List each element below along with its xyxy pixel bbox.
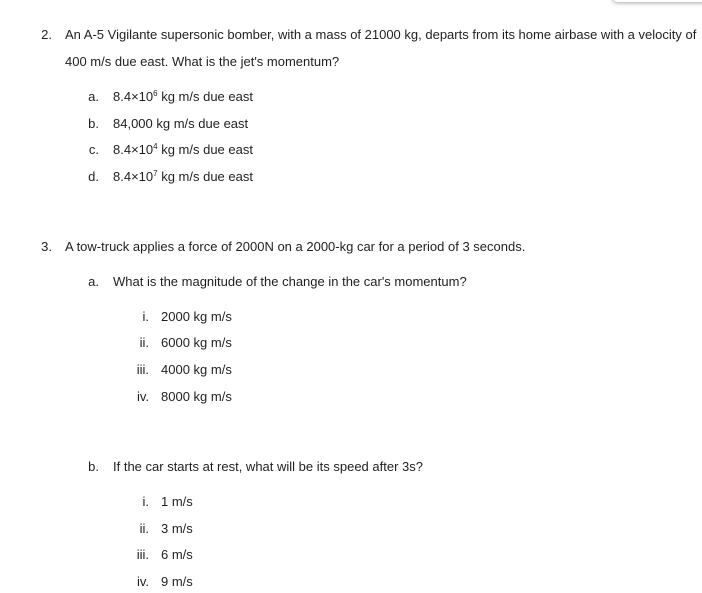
q3-part-a-text: What is the magnitude of the change in the car's momentum? bbox=[113, 274, 467, 289]
window-corner-shadow bbox=[612, 0, 702, 2]
question-2-text-line1: An A-5 Vigilante supersonic bomber, with a mass of 21000 kg, departs from its home airbase with a velocity of bbox=[65, 27, 697, 42]
q2-option-b-marker: b. bbox=[88, 116, 99, 131]
question-3-text: A tow-truck applies a force of 2000N on a 2000-kg car for a period of 3 seconds. bbox=[65, 239, 526, 254]
q3a-option-ii-text: 6000 kg m/s bbox=[161, 335, 232, 350]
q2-option-c-text: $8.4\times 10^4$ kg m/s due east bbox=[113, 142, 253, 157]
q2-option-a-marker: a. bbox=[88, 89, 99, 104]
q3a-option-iii-text: 4000 kg m/s bbox=[161, 362, 232, 377]
q3b-option-iii-text: 6 m/s bbox=[161, 547, 193, 562]
q2-option-c-marker: c. bbox=[88, 142, 99, 157]
q3-part-b-text: If the car starts at rest, what will be its speed after 3s? bbox=[113, 459, 423, 474]
q2-option-a-text: $8.4\times 10^6$ kg m/s due east bbox=[113, 89, 253, 104]
q3b-option-i-marker: i. bbox=[142, 494, 149, 509]
q2-option-b-text: 84,000 kg m/s due east bbox=[113, 116, 249, 131]
q2-option-d-marker: d. bbox=[88, 169, 99, 184]
q3a-option-ii-marker: ii. bbox=[139, 335, 149, 350]
q3-part-b-marker: b. bbox=[88, 459, 99, 474]
q3a-option-i-marker: i. bbox=[142, 309, 149, 324]
q3b-option-iii-marker: iii. bbox=[136, 547, 149, 562]
question-2-text-line2: 400 m/s due east. What is the jet's momentum? bbox=[65, 54, 340, 69]
q3b-option-iv-text: 9 m/s bbox=[161, 574, 193, 589]
q3a-option-iii-marker: iii. bbox=[136, 362, 149, 377]
q3b-option-ii-text: 3 m/s bbox=[161, 521, 193, 536]
q3-part-a-marker: a. bbox=[88, 274, 99, 289]
q3a-option-iv-text: 8000 kg m/s bbox=[161, 389, 232, 404]
q3a-option-iv-marker: iv. bbox=[136, 389, 149, 404]
question-2-number: 2. bbox=[41, 27, 52, 42]
q3b-option-iv-marker: iv. bbox=[136, 574, 149, 589]
question-3-number: 3. bbox=[41, 239, 52, 254]
q3a-option-i-text: 2000 kg m/s bbox=[161, 309, 232, 324]
q3b-option-i-text: 1 m/s bbox=[161, 494, 193, 509]
q2-option-d-text: $8.4\times 10^7$ kg m/s due east bbox=[113, 169, 253, 184]
q3b-option-ii-marker: ii. bbox=[139, 521, 149, 536]
